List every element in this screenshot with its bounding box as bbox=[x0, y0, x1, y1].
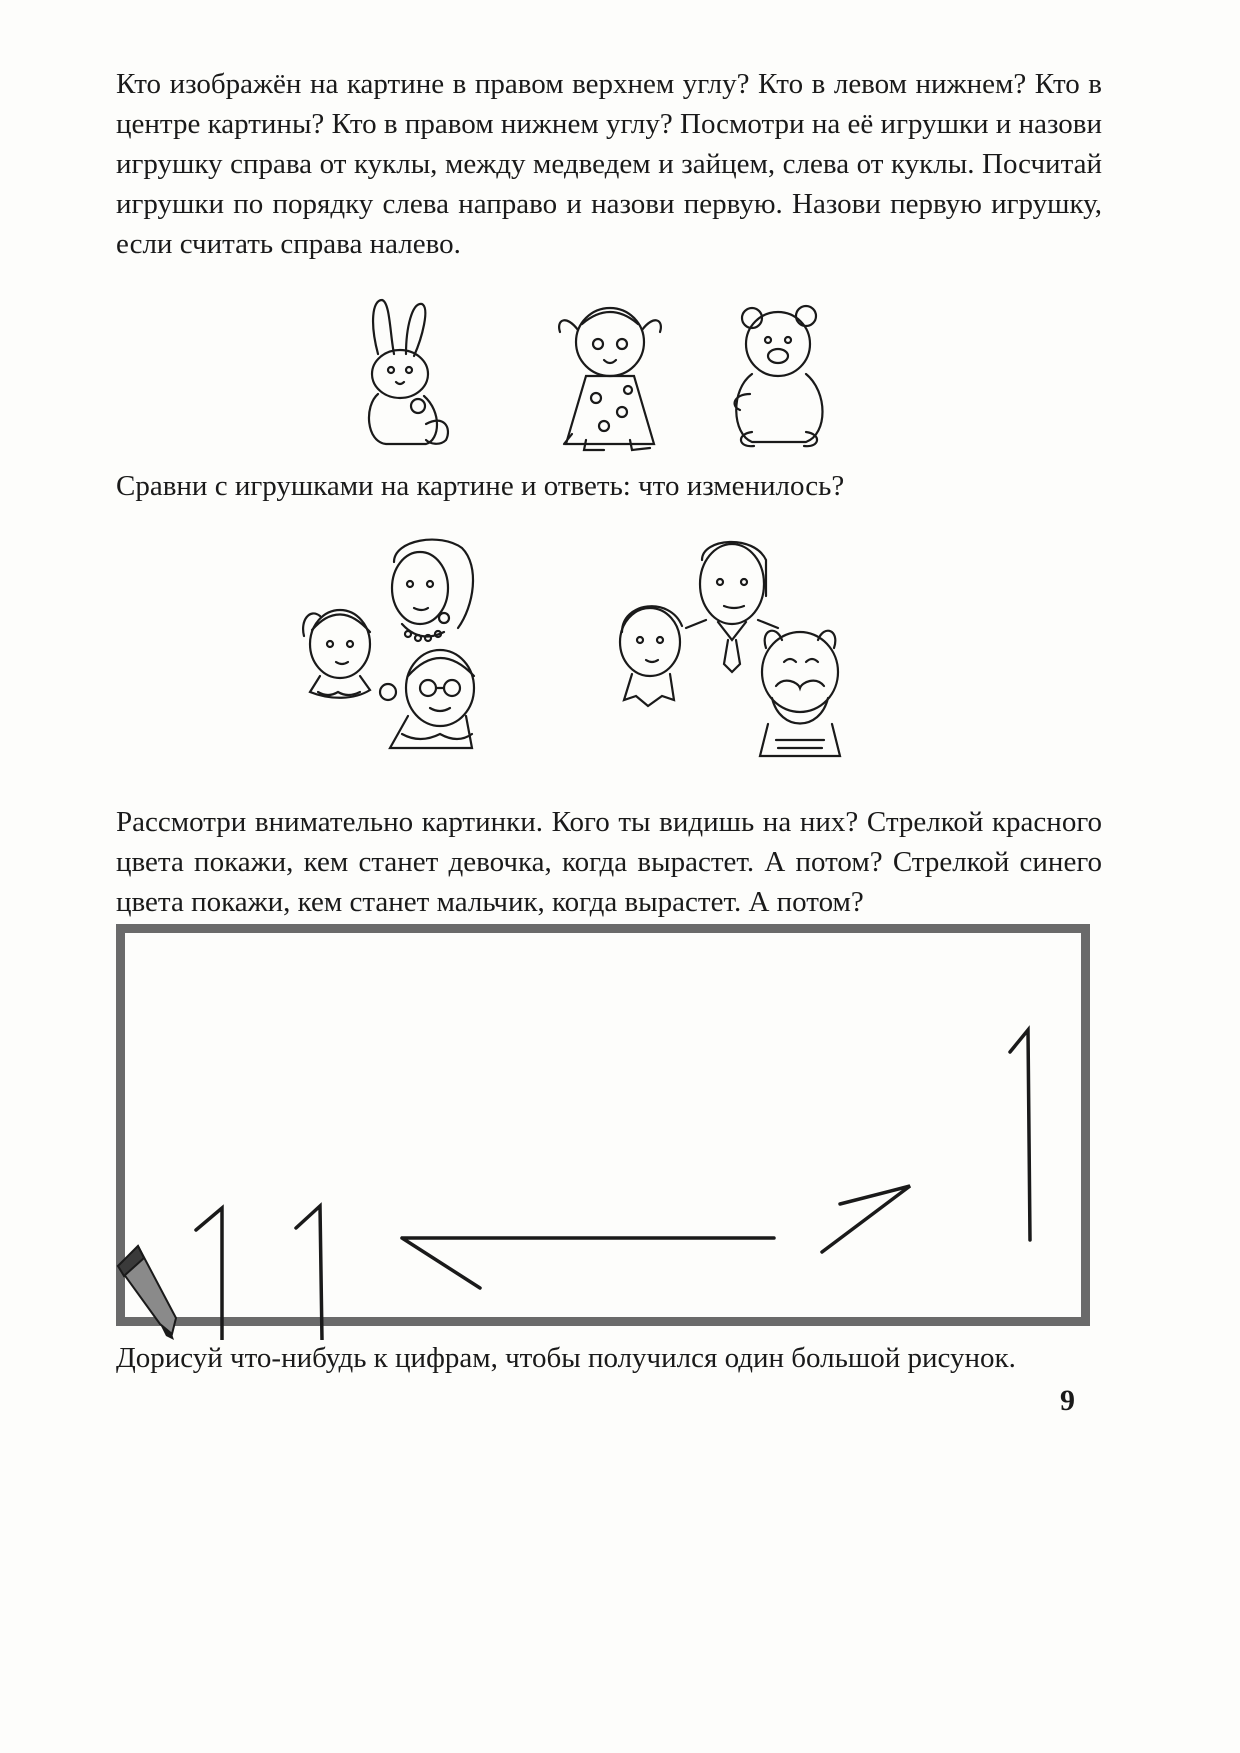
digit-one bbox=[1010, 1030, 1030, 1240]
digit-seven bbox=[402, 1238, 774, 1288]
draw-paragraph: Дорисуй что-нибудь к цифрам, чтобы получился один большой рисунок. bbox=[116, 1342, 1016, 1374]
digit-drawing bbox=[110, 920, 1100, 1340]
grandfather-icon bbox=[760, 631, 840, 756]
man-icon bbox=[686, 542, 778, 672]
boy-icon bbox=[620, 606, 682, 706]
pencil-icon bbox=[118, 1246, 176, 1340]
digit-one bbox=[196, 1208, 222, 1340]
digit-one bbox=[296, 1206, 322, 1340]
family-illustration bbox=[290, 536, 900, 786]
family-paragraph: Рассмотри внимательно картинки. Кого ты видишь на них? Стрелкой красного цвета покажи, кем станет девочка, когда вырастет. А потом? Стрелкой синего цвета покажи, кем станет мальчик, когда вырастет. А потом? bbox=[116, 806, 1102, 918]
woman-icon bbox=[392, 540, 473, 641]
bear-icon bbox=[735, 306, 823, 446]
toys-illustration bbox=[360, 294, 850, 454]
girl-icon bbox=[303, 610, 370, 698]
compare-paragraph: Сравни с игрушками на картине и ответь: что изменилось? bbox=[116, 470, 845, 502]
doll-icon bbox=[559, 308, 661, 450]
intro-paragraph: Кто изображён на картине в правом верхнем углу? Кто в левом нижнем? Кто в центре картины? Кто в правом нижнем углу? Посмотри на её игрушки и назови игрушку справа от куклы, между медведем и зайцем, слева от куклы. Посчитай игрушки по порядку слева направо и назови первую. Назови первую игрушку, если считать справа налево. bbox=[116, 68, 1102, 260]
page-number: 9 bbox=[1060, 1384, 1075, 1417]
grandmother-icon bbox=[380, 650, 474, 748]
bunny-icon bbox=[369, 300, 448, 444]
digit-seven bbox=[822, 1186, 910, 1252]
